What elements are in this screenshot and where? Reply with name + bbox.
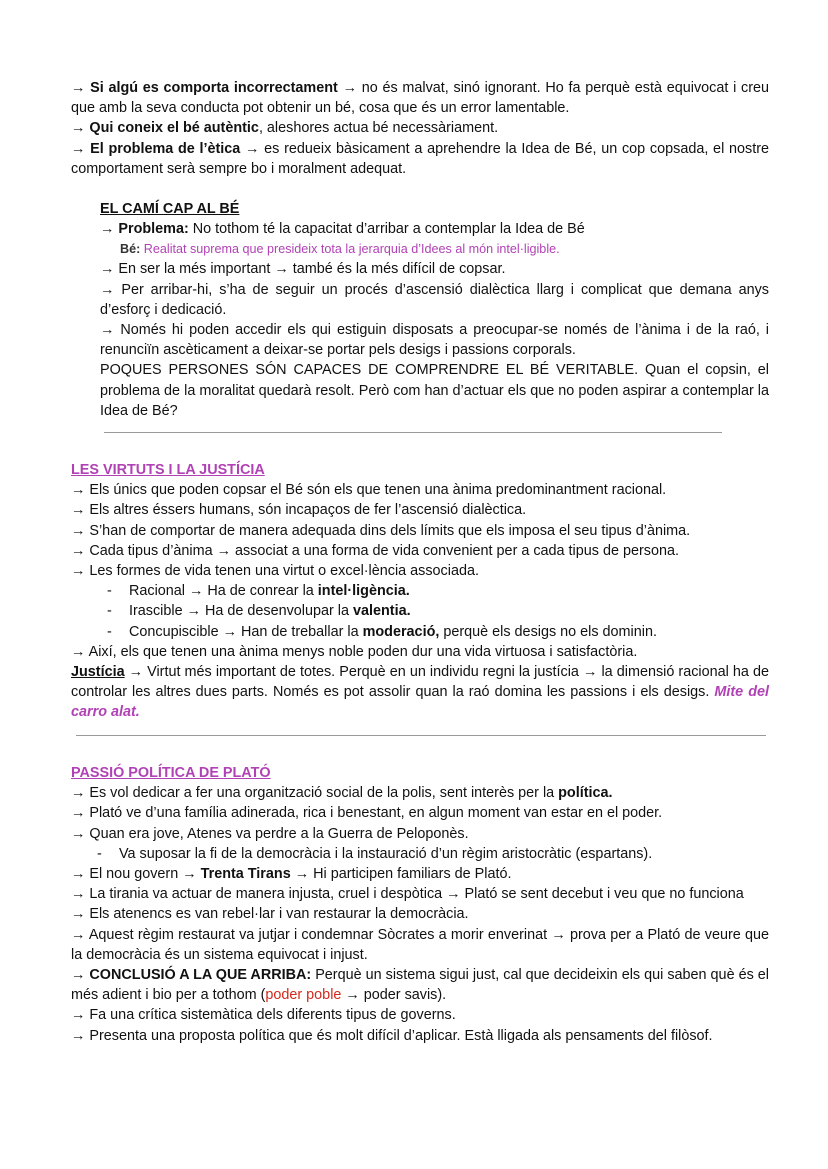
- passio-heading: PASSIÓ POLÍTICA DE PLATÓ: [71, 765, 271, 781]
- intro-line-1: → Si algú es comporta incorrectament → no és malvat, sinó ignorant. Ho fa perquè està equivocat i creu que amb la seva conducta pot obtenir un bé, cosa que és un error lamentable.: [71, 80, 770, 117]
- cami-be-definition: Bé: Realitat suprema que presideix tota la jerarquia d’Idees al món intel·ligible.: [120, 242, 560, 257]
- cami-line-5: POQUES PERSONES SÓN CAPACES DE COMPRENDRE EL BÉ VERITABLE. Quan el copsin, el problema de la moralitat quedarà resolt. Però com han d’actuar els que no poden aspirar a contemplar la Idea de Bé?: [100, 362, 769, 419]
- passio-line-5: → La tirania va actuar de manera injusta, cruel i despòtica → Plató se sent decebut i veu que no funciona: [71, 886, 744, 903]
- passio-dash-1: - Va suposar la fi de la democràcia i la instauració d’un règim aristocràtic (espartans).: [97, 845, 653, 862]
- cami-line-4: → Només hi poden accedir els qui estiguin disposats a preocupar-se només de l’ànima i de la raó, i renunciïn ascèticament a deixar-se portar pels desigs i passions corporals.: [100, 322, 769, 359]
- virtuts-line-5: → Les formes de vida tenen una virtut o excel·lència associada.: [71, 563, 479, 580]
- passio-line-8: → CONCLUSIÓ A LA QUE ARRIBA: Perquè un sistema sigui just, cal que decideixin els qui saben què és el més adient i bio per a tothom (poder poble → poder savis).: [71, 967, 769, 1004]
- virtuts-line-4: → Cada tipus d’ànima → associat a una forma de vida convenient per a cada tipus de persona.: [71, 542, 679, 559]
- cami-heading: EL CAMÍ CAP AL BÉ: [100, 201, 240, 217]
- virtut-concupiscible: - Concupiscible → Han de treballar la moderació, perquè els desigs no els dominin.: [107, 623, 657, 640]
- passio-line-7: → Aquest règim restaurat va jutjar i condemnar Sòcrates a morir enverinat → prova per a Plató de veure que la democràcia és un sistema equivocat i injust.: [71, 926, 769, 963]
- passio-line-4: → El nou govern → Trenta Tirans → Hi participen familiars de Plató.: [71, 866, 512, 883]
- divider: [76, 735, 766, 736]
- intro-bold-2: Qui coneix el bé autèntic: [89, 120, 259, 137]
- virtuts-line-1: → Els únics que poden copsar el Bé són els que tenen una ànima predominantment racional.: [71, 482, 667, 499]
- passio-section: [71, 763, 769, 1046]
- intro-line-2: → Qui coneix el bé autèntic, aleshores actua bé necessàriament.: [71, 120, 499, 137]
- passio-line-3: → Quan era jove, Atenes va perdre a la Guerra de Peloponès.: [71, 825, 469, 842]
- intro-line-3: → El problema de l’ètica → es redueix bàsicament a aprehendre la Idea de Bé, un cop copsada, el nostre comportament serà sempre bo i moralment adequat.: [71, 140, 769, 177]
- passio-line-9: → Fa una crítica sistemàtica dels diferents tipus de governs.: [71, 1007, 456, 1024]
- intro-section: [71, 78, 769, 179]
- virtuts-section: [71, 460, 769, 723]
- intro-bold-3: El problema de l’ètica: [90, 140, 241, 157]
- virtut-racional: - Racional → Ha de conrear la intel·ligència.: [107, 583, 410, 600]
- divider: [104, 432, 722, 433]
- virtut-irascible: - Irascible → Ha de desenvolupar la valentia.: [107, 603, 411, 620]
- virtuts-heading: LES VIRTUTS I LA JUSTÍCIA: [71, 462, 265, 478]
- justicia-paragraph: Justícia → Virtut més important de totes. Perquè en un individu regni la justícia → la dimensió racional ha de controlar les altres dues parts. Només es pot assolir quan la raó domina les passions i els desigs. Mite del carro alat.: [71, 664, 769, 721]
- passio-line-2: → Plató ve d’una família adinerada, rica i benestant, en algun moment van estar en el poder.: [71, 805, 663, 822]
- passio-line-10: → Presenta una proposta política que és molt difícil d’aplicar. Està lligada als pensaments del filòsof.: [71, 1027, 713, 1044]
- mite-carro-alat: Mite del carro alat.: [71, 684, 769, 721]
- virtuts-line-3: → S’han de comportar de manera adequada dins dels límits que els imposa el seu tipus d’ànima.: [71, 522, 691, 539]
- passio-line-6: → Els atenencs es van rebel·lar i van restaurar la democràcia.: [71, 906, 469, 923]
- cami-section: [100, 199, 769, 421]
- passio-line-1: → Es vol dedicar a fer una organització social de la polis, sent interès per la política.: [71, 785, 613, 802]
- poder-poble: poder poble: [265, 987, 342, 1004]
- virtuts-line-6: → Així, els que tenen una ànima menys noble poden dur una vida virtuosa i satisfactòria.: [71, 643, 638, 660]
- cami-problema: → Problema: No tothom té la capacitat d’arribar a contemplar la Idea de Bé: [100, 221, 585, 238]
- cami-line-2: → En ser la més important → també és la més difícil de copsar.: [100, 261, 506, 278]
- cami-line-3: → Per arribar-hi, s’ha de seguir un procés d’ascensió dialèctica llarg i complicat que demana anys d’esforç i dedicació.: [100, 281, 769, 318]
- virtuts-line-2: → Els altres éssers humans, són incapaços de fer l’ascensió dialèctica.: [71, 502, 527, 519]
- intro-bold-1: Si algú es comporta incorrectament: [90, 80, 338, 96]
